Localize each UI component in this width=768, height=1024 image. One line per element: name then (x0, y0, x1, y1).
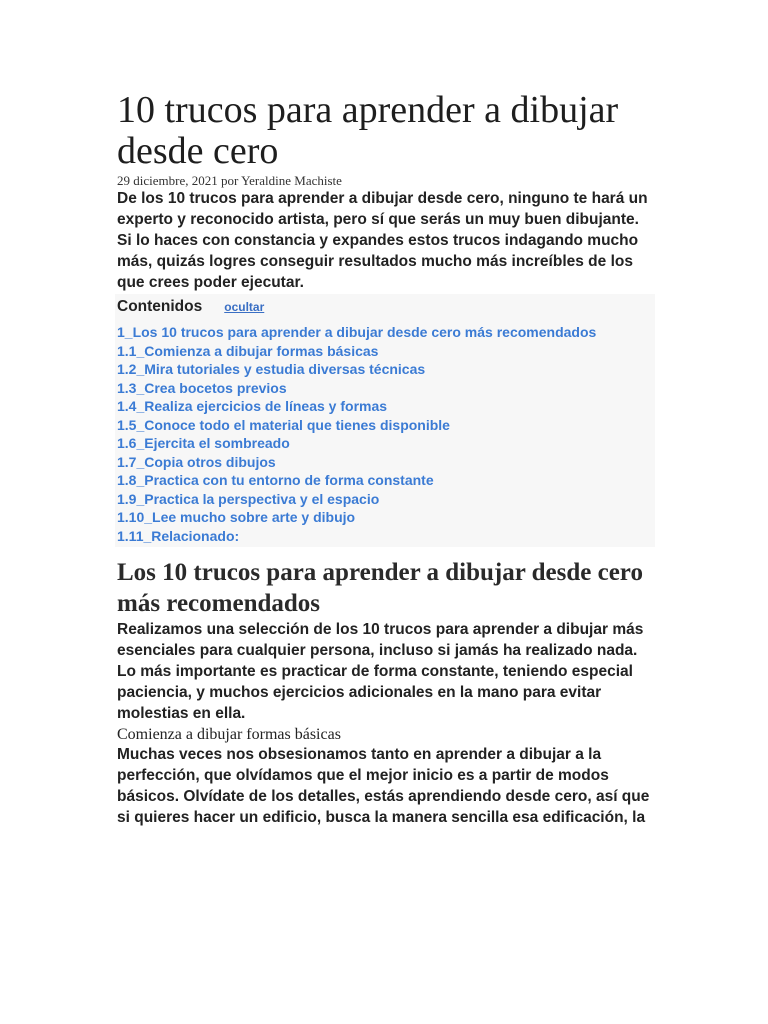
toc-item-1-7[interactable]: 1.7_Copia otros dibujos (117, 453, 276, 470)
section-paragraph: Realizamos una selección de los 10 trucos para aprender a dibujar más esenciales para cualquier persona, incluso si jamás ha realizado nada. Lo más importante es practicar de forma constante, teniendo especial paciencia, y muchos ejercicios adicionales en la mano para evitar molestias en ella. (117, 621, 644, 722)
article (117, 90, 657, 828)
toc-item-1-3[interactable]: 1.3_Crea bocetos previos (117, 379, 287, 396)
table-of-contents (115, 294, 655, 547)
toc-item-1-4[interactable]: 1.4_Realiza ejercicios de líneas y formas (117, 398, 388, 414)
toc-item-1-11[interactable]: 1.11_Relacionado: (117, 527, 240, 544)
toc-item-1-8[interactable]: 1.8_Practica con tu entorno de forma constante (117, 472, 434, 488)
toc-toggle-link[interactable]: ocultar (224, 300, 265, 314)
article-title: 10 trucos para aprender a dibujar desde cero (117, 89, 619, 172)
toc-item-1-10[interactable]: 1.10_Lee mucho sobre arte y dibujo (117, 509, 356, 525)
toc-title: Contenidos (117, 298, 203, 315)
toc-item-1-2[interactable]: 1.2_Mira tutoriales y estudia diversas técnicas (117, 361, 426, 377)
toc-item-1-6[interactable]: 1.6_Ejercita el sombreado (117, 435, 290, 451)
toc-item-1[interactable]: 1_Los 10 trucos para aprender a dibujar desde cero más recomendados (117, 324, 597, 340)
section-heading: Los 10 trucos para aprender a dibujar desde cero más recomendados (117, 559, 643, 617)
toc-item-1-9[interactable]: 1.9_Practica la perspectiva y el espacio (117, 490, 380, 507)
subsection-paragraph: Muchas veces nos obsesionamos tanto en aprender a dibujar a la perfección, que olvídamos que el mejor inicio es a partir de modos básicos. Olvídate de los detalles, estás aprendiendo desde cero, así que si quieres hacer un edificio, busca la manera sencilla esa edificación, la (117, 746, 650, 826)
intro-paragraph: De los 10 trucos para aprender a dibujar desde cero, ninguno te hará un experto y reconocido artista, pero sí que serás un muy buen dibujante. Si lo haces con constancia y expandes estos trucos indagando mucho más, quizás logres conseguir resultados mucho más increíbles de los que crees poder ejecutar. (117, 190, 648, 291)
toc-item-1-5[interactable]: 1.5_Conoce todo el material que tienes disponible (117, 416, 450, 433)
subsection-heading: Comienza a dibujar formas básicas (117, 726, 341, 743)
article-meta: 29 diciembre, 2021 por Yeraldine Machiste (117, 173, 342, 188)
toc-list (117, 320, 655, 547)
toc-header (117, 294, 655, 320)
toc-item-1-1[interactable]: 1.1_Comienza a dibujar formas básicas (117, 342, 379, 359)
